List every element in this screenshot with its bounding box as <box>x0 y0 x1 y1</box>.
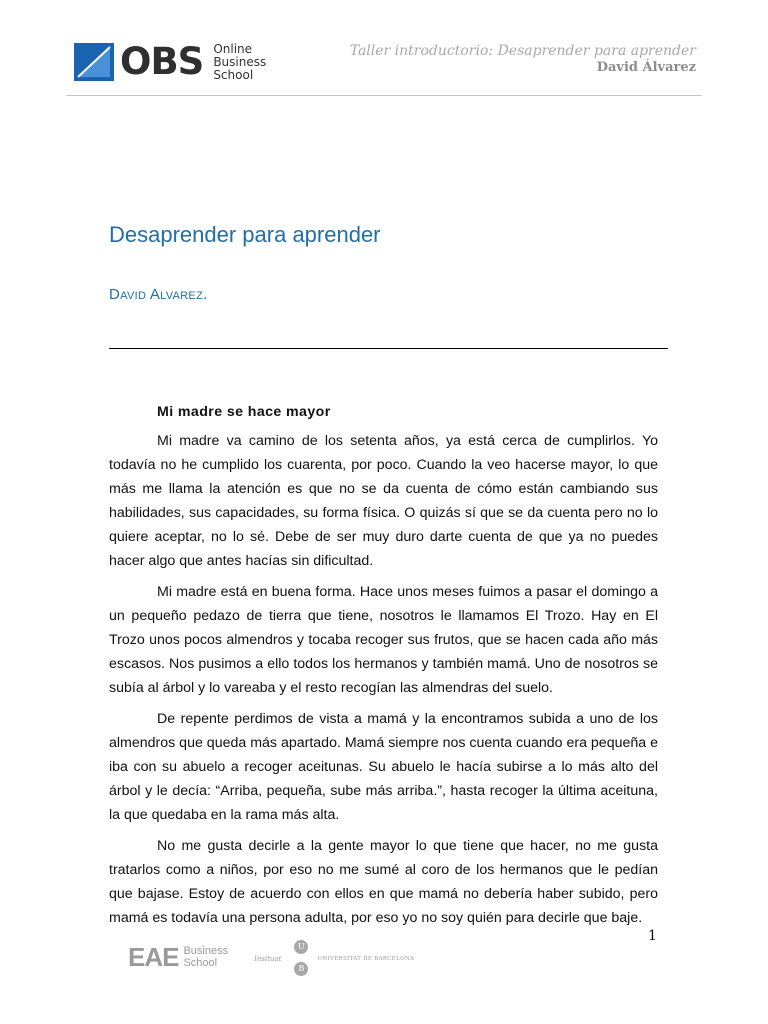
eae-logo-name: EAE <box>128 942 179 972</box>
obs-logo-sub-line: Business <box>213 54 267 69</box>
obs-logo-mark-icon <box>74 43 114 81</box>
header-author: David Álvarez <box>596 60 696 75</box>
header-course-title: Taller introductorio: Desaprender para aprender <box>349 43 696 59</box>
document-title: Desaprender para aprender <box>109 222 381 247</box>
obs-logo-sub-line: Online <box>213 41 253 56</box>
paragraph: Mi madre está en buena forma. Hace unos meses fuimos a pasar el domingo a un pequeño pedazo de tierra que tiene, nosotros le llamamos El Trozo. Hay en El Trozo unos pocos almendros y tocaba recoger sus frutos, que se hacen cada año más escasos. Nos pusimos a ello todos los hermanos y también mamá. Uno de nosotros se subía al árbol y lo vareaba y el resto recogían las almendras del suelo. <box>109 584 658 696</box>
page-number: 1 <box>648 928 657 944</box>
ub-logo-name: UNIVERSITAT DE BARCELONA <box>317 956 415 962</box>
eae-logo <box>128 944 228 970</box>
ub-logo-mark: Insituat <box>254 955 282 963</box>
paragraph: De repente perdimos de vista a mamá y la encontramos subida a uno de los almendros que queda más apartado. Mamá siempre nos cuenta cuando era pequeña e iba con su abuelo a recoger aceitunas. Su abuelo le hacía subirse a lo más alto del árbol y le decía: “Arriba, pequeña, sube más arriba.”, hasta recoger la última aceituna, la que quedaba en la rama más alta. <box>109 711 658 823</box>
ub-logo <box>254 940 414 978</box>
ub-seal-icon <box>289 940 313 978</box>
title-divider <box>109 348 668 349</box>
obs-logo-subtitle <box>213 43 266 82</box>
section-heading: Mi madre se hace mayor <box>157 404 331 420</box>
obs-logo-sub-line: School <box>213 67 254 82</box>
obs-logo <box>74 42 266 82</box>
eae-logo-subtitle <box>183 945 228 969</box>
obs-logo-name: OBS <box>120 40 204 83</box>
eae-logo-sub-line: School <box>183 957 218 969</box>
ub-seal-letter: B <box>294 962 308 976</box>
author-byline: David Alvarez. <box>109 286 208 303</box>
running-header <box>350 42 696 76</box>
paragraph: Mi madre va camino de los setenta años, ya está cerca de cumplirlos. Yo todavía no he cumplido los cuarenta, por poco. Cuando la veo hacerse mayor, lo que más me llama la atención es que no se da cuenta de cómo están cambiando sus habilidades, sus capacidades, su forma física. O quizás sí que se da cuenta pero no lo quiere aceptar, no lo sé. Debe de ser muy duro darte cuenta de que ya no puedes hacer algo que antes hacías sin dificultad. <box>109 433 658 569</box>
ub-seal-letter: U <box>294 940 308 954</box>
header-divider <box>66 95 702 96</box>
eae-logo-sub-line: Business <box>183 945 229 957</box>
document-body <box>109 402 658 937</box>
paragraph: No me gusta decirle a la gente mayor lo que tiene que hacer, no me gusta tratarlos como a niños, por eso no me sumé al coro de los hermanos que le pedían que bajase. Estoy de acuerdo con ellos en que mamá no debería haber subido, pero mamá es todavía una persona adulta, por eso yo no soy quién para decirle que baje. <box>109 838 658 926</box>
